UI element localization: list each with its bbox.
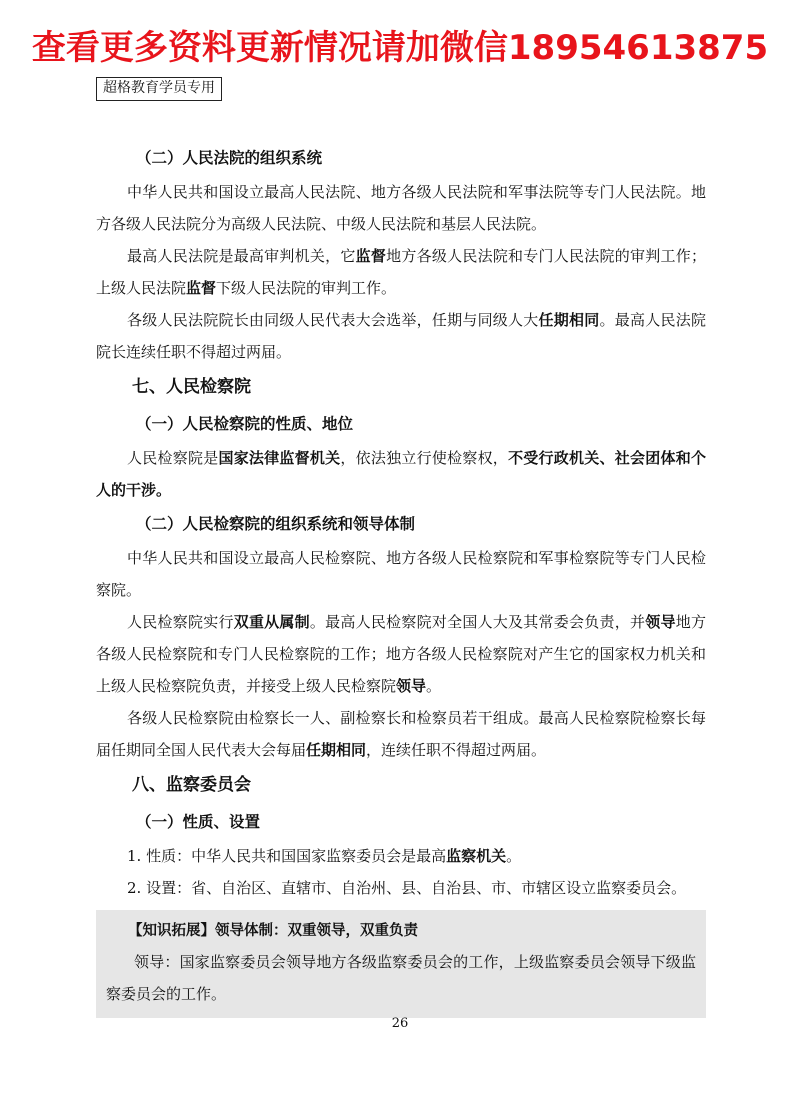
paragraph: 最高人民法院是最高审判机关，它监督地方各级人民法院和专门人民法院的审判工作；上级人民法院监督下级人民法院的审判工作。: [96, 247, 706, 297]
paragraph: 中华人民共和国设立最高人民法院、地方各级人民法院和军事法院等专门人民法院。地方各级人民法院分为高级人民法院、中级人民法院和基层人民法院。: [96, 183, 706, 233]
paragraph: 人民检察院是国家法律监督机关，依法独立行使检察权，不受行政机关、社会团体和个人的干涉。: [96, 449, 706, 499]
contact-banner: 查看更多资料更新情况请加微信18954613875: [31, 28, 769, 68]
procuratorate-org-heading: （二）人民检察院的组织系统和领导体制: [136, 514, 416, 533]
list-item: 1. 性质：中华人民共和国国家监察委员会是最高监察机关。: [127, 847, 522, 865]
supervision-heading: 八、监察委员会: [132, 775, 251, 795]
watermark-stamp: 超格教育学员专用: [96, 77, 222, 101]
supervision-nature-heading: （一）性质、设置: [136, 812, 261, 831]
knowledge-extension-body: 领导：国家监察委员会领导地方各级监察委员会的工作，上级监察委员会领导下级监察委员会的工作。: [106, 953, 696, 1003]
list-item: 2. 设置：省、自治区、直辖市、自治州、县、自治县、市、市辖区设立监察委员会。: [127, 879, 687, 897]
court-org-heading: （二）人民法院的组织系统: [136, 148, 323, 167]
paragraph: 各级人民法院院长由同级人民代表大会选举，任期与同级人大任期相同。最高人民法院院长连续任职不得超过两届。: [96, 311, 706, 361]
procuratorate-heading: 七、人民检察院: [132, 377, 251, 397]
paragraph: 各级人民检察院由检察长一人、副检察长和检察员若干组成。最高人民检察院检察长每届任期同全国人民代表大会每届任期相同，连续任职不得超过两届。: [96, 709, 706, 759]
knowledge-extension-box: [96, 910, 706, 1018]
knowledge-extension-title: 【知识拓展】领导体制：双重领导，双重负责: [128, 922, 418, 939]
paragraph: 人民检察院实行双重从属制。最高人民检察院对全国人大及其常委会负责，并领导地方各级人民检察院和专门人民检察院的工作；地方各级人民检察院对产生它的国家权力机关和上级人民检察院负责，并接受上级人民检察院领导。: [96, 613, 706, 695]
page-number: 26: [391, 1016, 409, 1031]
paragraph: 中华人民共和国设立最高人民检察院、地方各级人民检察院和军事检察院等专门人民检察院。: [96, 549, 706, 599]
procuratorate-nature-heading: （一）人民检察院的性质、地位: [136, 414, 354, 433]
document-page: [96, 140, 706, 1018]
